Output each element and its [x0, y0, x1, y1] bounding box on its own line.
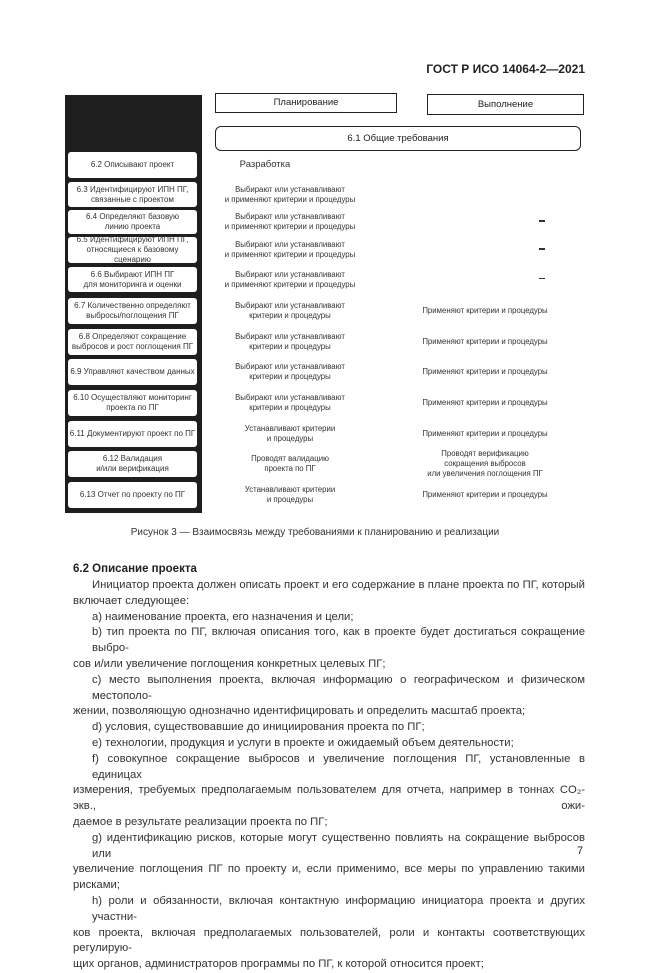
body-line: даемое в результате реализации проекта по ПГ; — [73, 815, 328, 828]
step-box: 6.8 Определяют сокращение выбросов и рост поглощения ПГ — [68, 329, 197, 355]
planning-cell: Выбирают или устанавливают критерии и процедуры — [235, 393, 345, 412]
planning-cell: Выбирают или устанавливают и применяют критерии и процедуры — [224, 240, 356, 259]
step-box: 6.10 Осуществляют мониторинг проекта по ПГ — [68, 390, 197, 416]
body-line: включает следующее: — [73, 594, 190, 607]
step-box: 6.2 Описывают проект — [68, 152, 197, 178]
standard-header: ГОСТ Р ИСО 14064-2—2021 — [426, 62, 585, 76]
step-box: 6.3 Идентифицируют ИПН ПГ, связанные с проектом — [68, 182, 197, 207]
step-box: 6.6 Выбирают ИПН ПГ для мониторинга и оценки — [68, 267, 197, 292]
execution-header: Выполнение — [427, 94, 584, 115]
execution-cell: Применяют критерии и процедуры — [422, 337, 548, 346]
planning-cell: Выбирают или устанавливают и применяют критерии и процедуры — [224, 184, 356, 204]
step-box: 6.7 Количественно определяют выбросы/поглощения ПГ — [68, 298, 197, 324]
body-line: щих органов, администраторов программы по ПГ, к которой относится проект; — [73, 958, 484, 971]
planning-cell: Устанавливают критерии и процедуры — [244, 485, 336, 504]
planning-cell: Выбирают или устанавливают критерии и процедуры — [235, 362, 345, 381]
execution-cell: Применяют критерии и процедуры — [422, 490, 548, 499]
body-line: измерения, требуемых предполагаемым пользователем для отчета, например в тоннах CO₂-экв., ожи- — [73, 784, 585, 813]
planning-cell: Устанавливают критерии и процедуры — [244, 424, 336, 443]
execution-cell: Применяют критерии и процедуры — [422, 398, 548, 407]
planning-header: Планирование — [215, 93, 397, 113]
body-line: ков проекта, включая предполагаемых пользователей, роли и контакты соответствующих регулирую- — [73, 926, 585, 955]
planning-cell: Выбирают или устанавливают критерии и процедуры — [235, 332, 345, 351]
body-line: сов и/или увеличение поглощения конкретных целевых ПГ; — [73, 657, 386, 670]
step-box: 6.9 Управляют качеством данных — [68, 359, 197, 385]
body-line: a) наименование проекта, его назначения и цели; — [92, 610, 354, 623]
body-line: b) тип проекта по ПГ, включая описания того, как в проекте будет достигаться сокращение выбро- — [92, 626, 585, 655]
general-requirements-box: 6.1 Общие требования — [215, 126, 581, 151]
body-line: d) условия, существовавшие до инициирования проекта по ПГ; — [92, 721, 425, 734]
execution-cell: Проводят верификацию сокращения выбросов или увеличения поглощения ПГ — [427, 449, 543, 478]
body-line: f) совокупное сокращение выбросов и увеличение поглощения ПГ, установленные в единицах — [92, 752, 585, 781]
figure-caption: Рисунок 3 — Взаимосвязь между требованиями к планированию и реализации — [130, 527, 500, 538]
body-line: g) идентификацию рисков, которые могут существенно повлиять на сокращение выбросов или — [92, 831, 585, 860]
execution-dash — [539, 248, 545, 250]
step-box: 6.13 Отчет по проекту по ПГ — [68, 482, 197, 508]
planning-cell: Выбирают или устанавливают критерии и процедуры — [235, 301, 345, 320]
planning-cell: Выбирают или устанавливают и применяют критерии и процедуры — [224, 269, 356, 289]
body-line: жении, позволяющую однозначно идентифицировать и определить масштаб проекта; — [73, 705, 526, 718]
execution-cell: Применяют критерии и процедуры — [422, 429, 548, 438]
body-line: e) технологии, продукция и услуги в проекте и ожидаемый объем деятельности; — [92, 736, 514, 749]
section-body — [73, 578, 585, 973]
planning-cell: Выбирают или устанавливают и применяют критерии и процедуры — [224, 212, 356, 231]
step-box: 6.4 Определяют базовую линию проекта — [68, 210, 197, 234]
step-box: 6.5 Идентифицируют ИПН ПГ, относящиеся к базовому сценарию — [68, 237, 197, 263]
execution-cell: Применяют критерии и процедуры — [422, 306, 548, 315]
step-box: 6.11 Документируют проект по ПГ — [68, 421, 197, 447]
body-line: c) место выполнения проекта, включая информацию о географическом и физическом местополо- — [92, 673, 585, 702]
body-line: h) роли и обязанности, включая контактную информацию инициатора проекта и других участни- — [92, 894, 585, 923]
execution-dash — [539, 220, 545, 222]
section-title: 6.2 Описание проекта — [73, 563, 197, 575]
body-line: увеличение поглощения ПГ по проекту и, если применимо, все меры по управлению такими рисками; — [73, 863, 585, 892]
execution-cell: Применяют критерии и процедуры — [422, 367, 548, 376]
planning-cell: Разработка — [239, 159, 291, 170]
step-box: 6.12 Валидация и/или верификация — [68, 451, 197, 477]
planning-cell: Проводят валидацию проекта по ПГ — [251, 454, 329, 473]
page-number: 7 — [577, 845, 584, 857]
execution-dash — [539, 278, 545, 280]
body-line: Инициатор проекта должен описать проект и его содержание в плане проекта по ПГ, который — [92, 579, 585, 591]
